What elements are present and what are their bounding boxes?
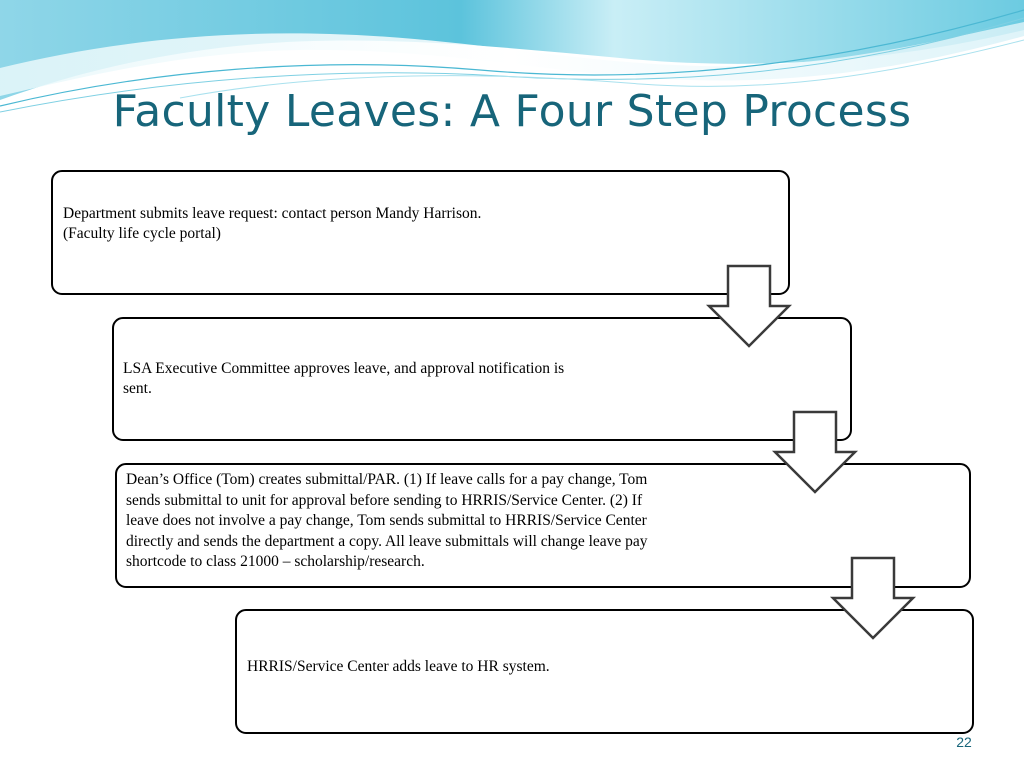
down-arrow-icon	[706, 264, 792, 348]
slide-title: Faculty Leaves: A Four Step Process	[112, 86, 912, 137]
page-number: 22	[956, 734, 972, 750]
step-3-text: Dean’s Office (Tom) creates submittal/PAR. (1) If leave calls for a pay change, Tom sends submittal to unit for approval before sending to HRRIS/Service Center. (2) If leave does not involve a pay change, Tom sends submittal to HRRIS/Service Center directly and sends the department a copy. All leave submittals will change leave pay shortcode to class 21000 – scholarship/research.	[126, 471, 648, 571]
step-1-text: Department submits leave request: contact person Mandy Harrison. (Faculty life cycle portal)	[63, 204, 482, 242]
down-arrow-icon	[772, 410, 858, 494]
step-1-box	[51, 170, 790, 295]
step-4-text: HRRIS/Service Center adds leave to HR system.	[247, 657, 550, 675]
down-arrow-icon	[830, 556, 916, 640]
step-2-text: LSA Executive Committee approves leave, and approval notification is sent.	[123, 360, 565, 397]
